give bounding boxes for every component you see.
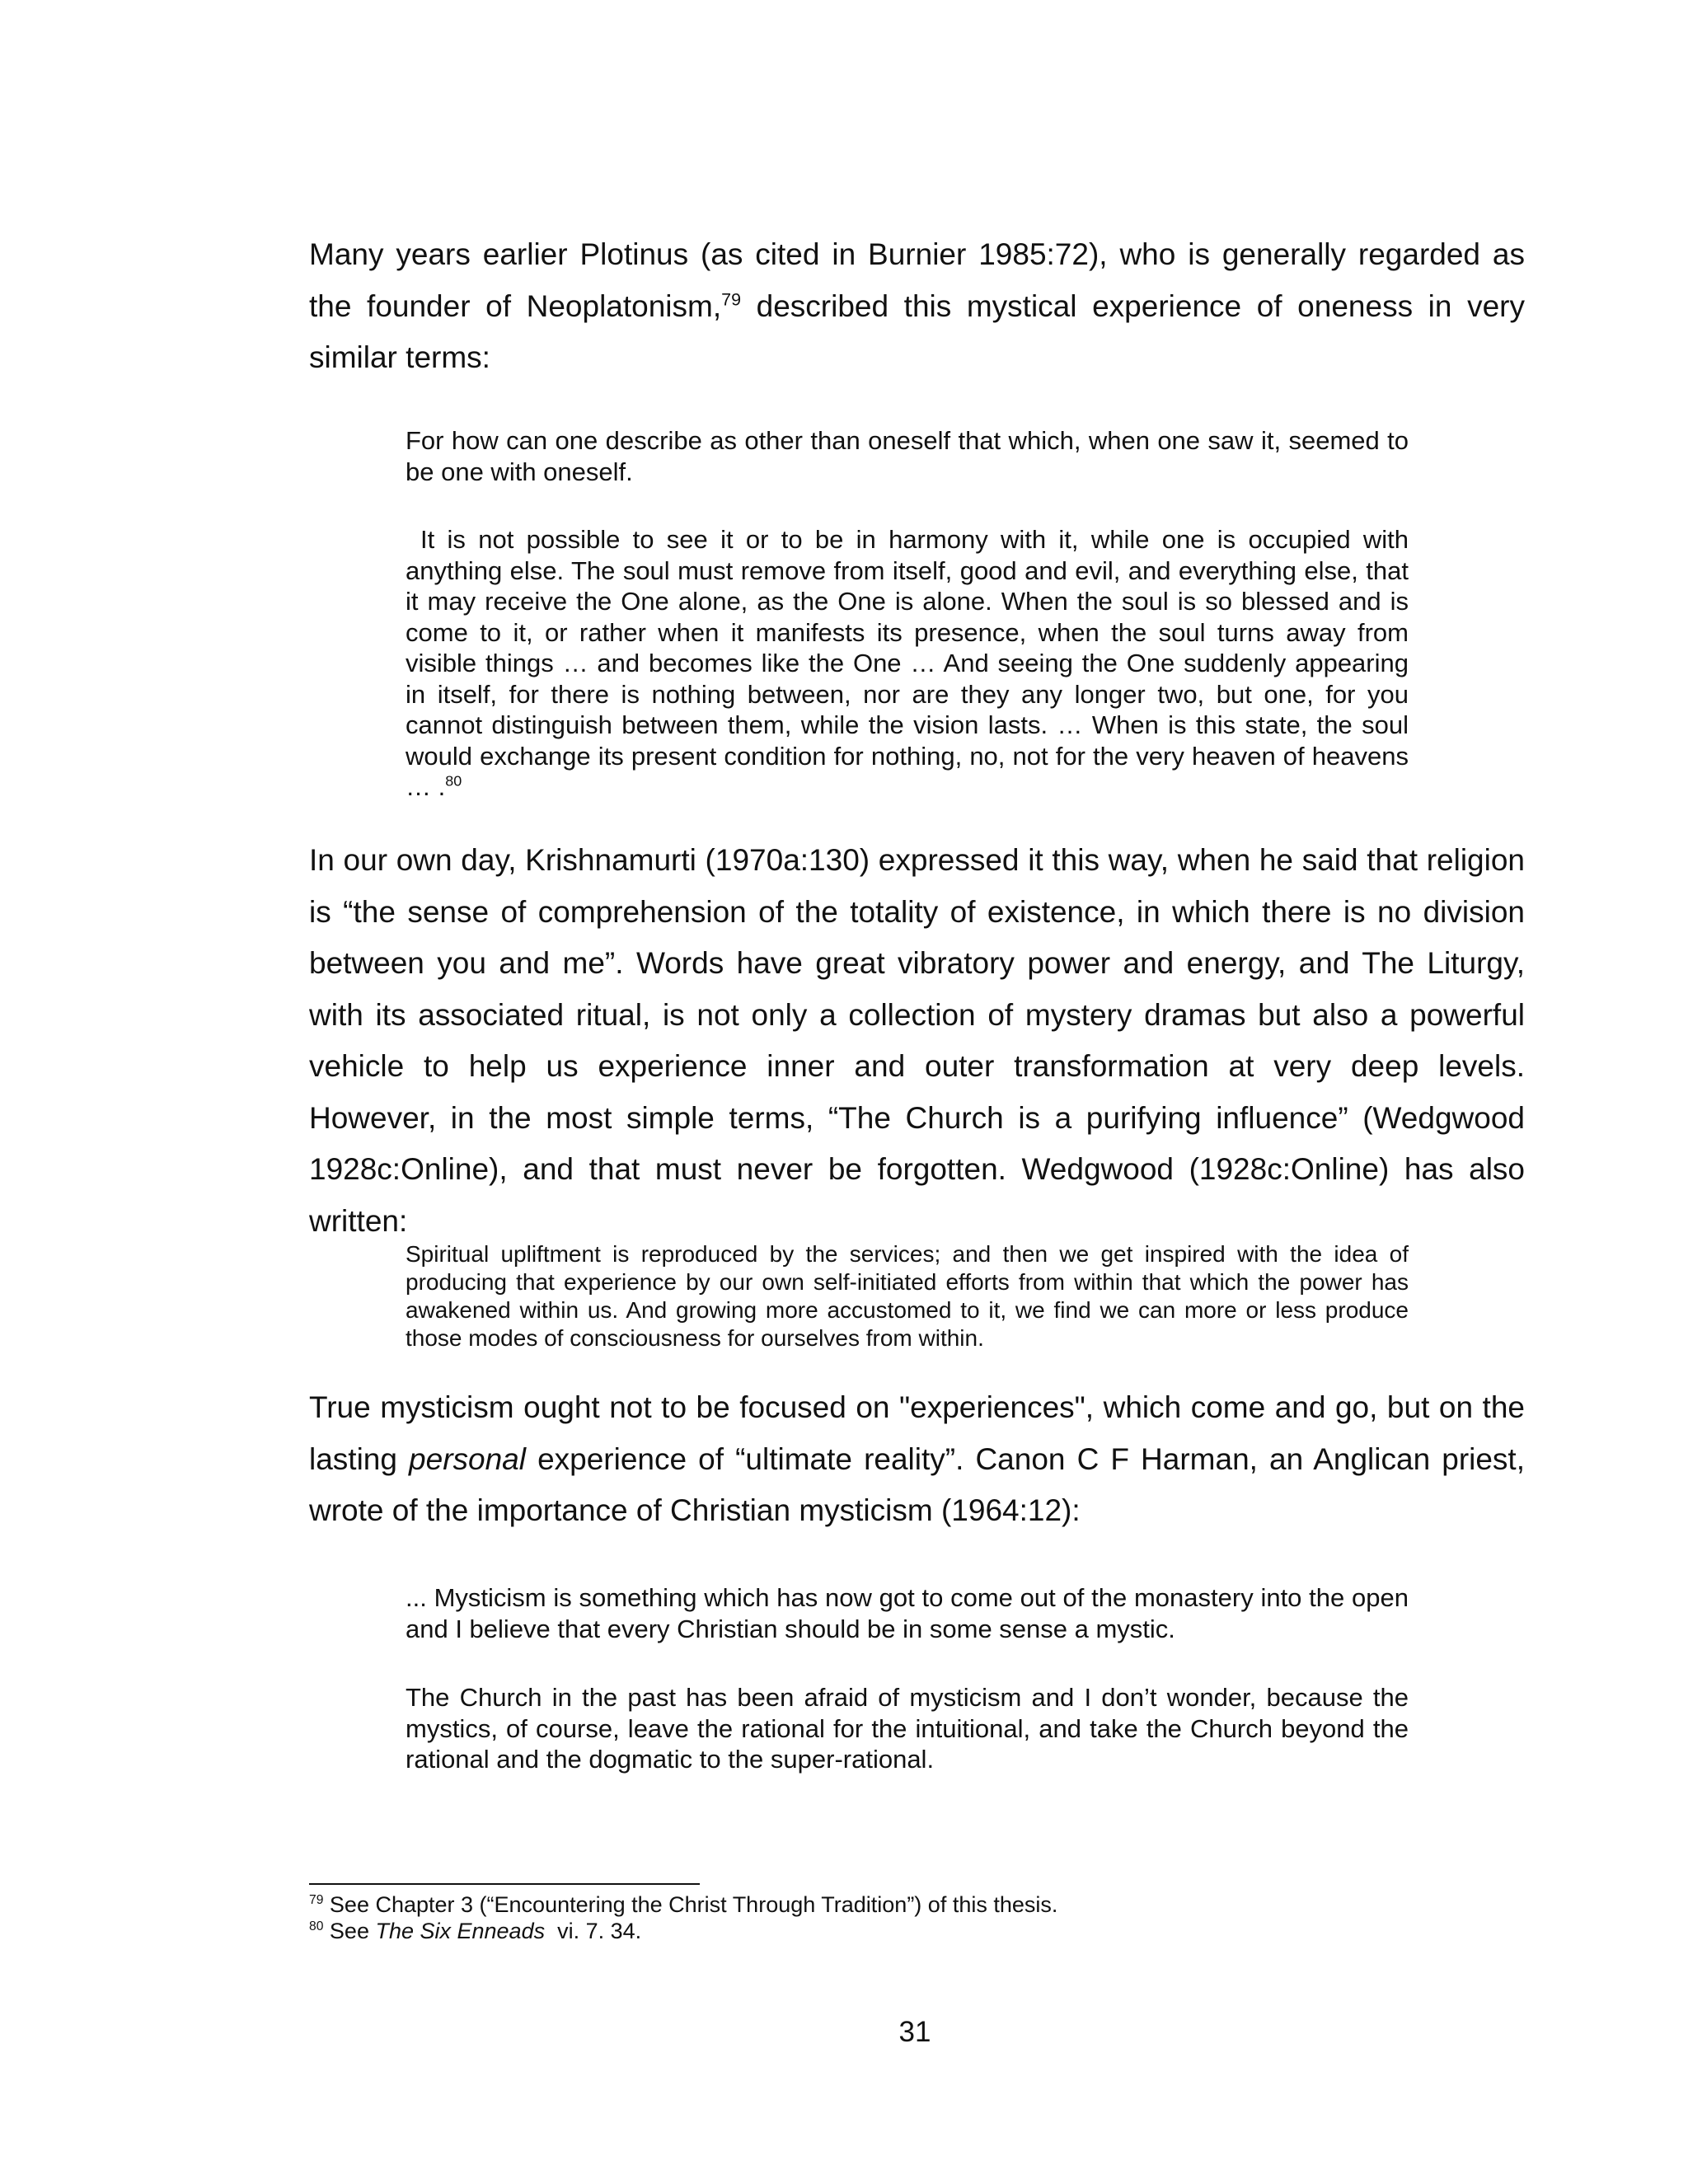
- footnote-number: 80: [309, 1919, 324, 1933]
- footnote-79: [309, 1891, 1545, 1918]
- block-quote-harman-1: ... Mysticism is something which has now got to come out of the monastery into the open and I believe that every Christian should be in some sense a mystic.: [406, 1583, 1409, 1643]
- quote-text: It is not possible to see it or to be in harmony with it, while one is occupied with anything else. The soul must remove from itself, good and evil, and everything else, that it may receive the One alone, as the One is alone. When the soul is so blessed and is come to it, or rather when it manifests its presence, when the soul turns away from visible things … and becomes like the One … And seeing the One suddenly appearing in itself, for there is nothing between, nor are they any longer two, but one, for you cannot distinguish between them, while the vision lasts. … When is this state, the soul would exchange its present condition for nothing, no, not for the very heaven of heavens … .: [406, 525, 1409, 801]
- block-quote-plotinus-2: [406, 524, 1409, 803]
- block-quote-harman-2: The Church in the past has been afraid of mysticism and I don’t wonder, because the mystics, of course, leave the rational for the intuitional, and take the Church beyond the rational and the dogmatic to the super-rational.: [406, 1683, 1409, 1774]
- footnote-separator: [309, 1883, 700, 1885]
- footnote-text: See Chapter 3 (“Encountering the Christ Through Tradition”) of this thesis.: [323, 1892, 1058, 1917]
- footnote-text: See: [323, 1919, 376, 1943]
- paragraph-text: experience of “ultimate reality”. Canon C F Harman, an Anglican priest, wrote of the importance of Christian mysticism (1964:12):: [309, 1441, 1525, 1527]
- paragraph-plotinus-intro: [309, 229, 1525, 384]
- footnote-ref-80[interactable]: 80: [445, 772, 462, 790]
- emphasis-personal: personal: [409, 1441, 526, 1476]
- paragraph-true-mysticism: [309, 1382, 1525, 1537]
- footnote-text: vi. 7. 34.: [545, 1919, 642, 1943]
- page-number: 31: [898, 2016, 931, 2048]
- block-quote-plotinus-1: For how can one describe as other than oneself that which, when one saw it, seemed to be one with oneself.: [406, 426, 1409, 486]
- footnote-80: [309, 1918, 1545, 1944]
- footnote-book-title: The Six Enneads: [375, 1919, 546, 1943]
- paragraph-text: Many years earlier Plotinus (as cited in Burnier 1985:72), who is generally regarded as the founder of Neoplatonism,: [309, 237, 1525, 323]
- paragraph-text: True mysticism ought not to be focused on "experiences", which come and go, but on the lasting: [309, 1390, 1525, 1476]
- footnote-ref-79[interactable]: 79: [721, 289, 742, 310]
- footnote-number: 79: [309, 1893, 324, 1907]
- paragraph-krishnamurti: In our own day, Krishnamurti (1970a:130) expressed it this way, when he said that religion is “the sense of comprehension of the totality of existence, in which there is no division between you and me”. Words have great vibratory power and energy, and The Liturgy, with its associated ritual, is not only a collection of mystery dramas but also a powerful vehicle to help us experience inner and outer transformation at very deep levels. However, in the most simple terms, “The Church is a purifying influence” (Wedgwood 1928c:Online), and that must never be forgotten. Wedgwood (1928c:Online) has also written:: [309, 843, 1525, 1238]
- block-quote-wedgwood: Spiritual upliftment is reproduced by the services; and then we get inspired with the idea of producing that experience by our own self-initiated efforts from within that which the power has awakened within us. And growing more accustomed to it, we find we can more or less produce those modes of consciousness for ourselves from within.: [406, 1241, 1409, 1351]
- paragraph-text: described this mystical experience of oneness in very similar terms:: [309, 288, 1525, 374]
